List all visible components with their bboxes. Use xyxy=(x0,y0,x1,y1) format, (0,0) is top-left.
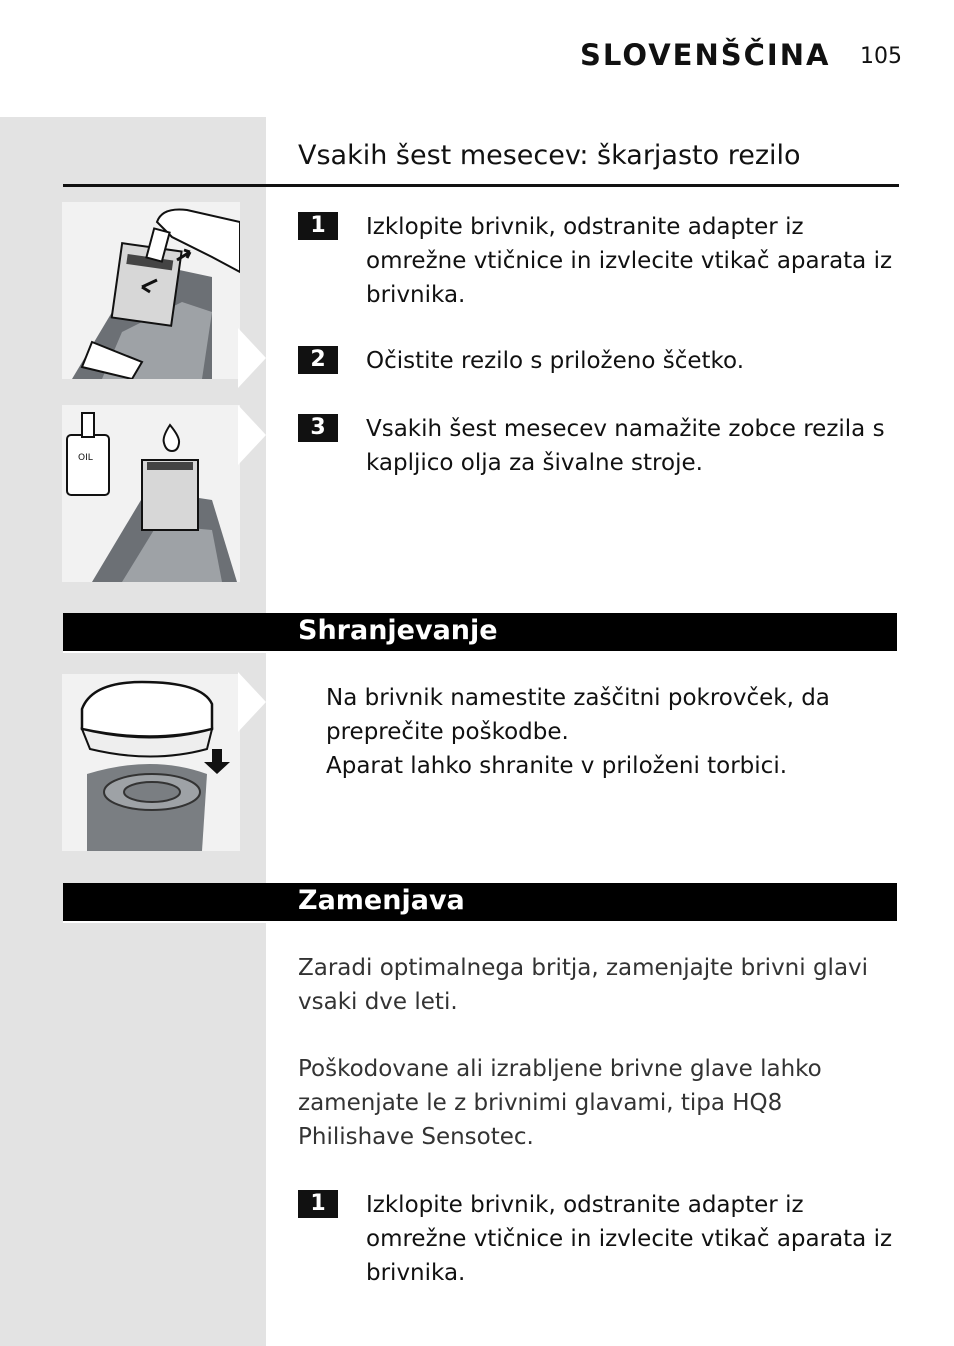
step-number: 3 xyxy=(298,414,338,442)
callout-pointer xyxy=(238,672,266,732)
step-text: Očistite rezilo s priloženo ščetko. xyxy=(366,348,745,374)
storage-line-2: Aparat lahko shranite v priloženi torbici. xyxy=(326,753,788,779)
protection-cap-icon xyxy=(62,674,240,851)
storage-section-title: Shranjevanje xyxy=(298,615,498,646)
storage-text xyxy=(326,681,896,783)
storage-section-bar xyxy=(63,613,897,651)
step-text: Izklopite brivnik, odstranite adapter iz omrežne vtičnice in izvlecite vtikač aparata iz brivnika. xyxy=(366,1192,893,1286)
replacement-paragraph-2: Poškodovane ali izrabljene brivne glave lahko zamenjate le z brivnimi glavami, tipa HQ8 Philishave Sensotec. xyxy=(298,1056,822,1150)
shaver-brush-icon xyxy=(62,202,240,379)
cleaning-section-title: Vsakih šest mesecev: škarjasto rezilo xyxy=(298,140,801,171)
storage-line-1: Na brivnik namestite zaščitni pokrovček, da preprečite poškodbe. xyxy=(326,685,830,745)
storage-illustration xyxy=(62,674,240,851)
brush-cleaning-illustration xyxy=(62,202,240,379)
oil-illustration xyxy=(62,405,240,582)
oil-label: OIL xyxy=(78,453,93,463)
page-number: 105 xyxy=(860,44,902,69)
step-number: 1 xyxy=(298,212,338,240)
oil-bottle-icon xyxy=(62,405,240,582)
callout-pointer xyxy=(238,328,266,388)
step-text: Vsakih šest mesecev namažite zobce rezila s kapljico olja za šivalne stroje. xyxy=(366,416,885,476)
step-number: 1 xyxy=(298,1190,338,1218)
replacement-section-title: Zamenjava xyxy=(298,885,465,916)
step-number: 2 xyxy=(298,346,338,374)
step-text: Izklopite brivnik, odstranite adapter iz omrežne vtičnice in izvlecite vtikač aparata iz brivnika. xyxy=(366,214,893,308)
replacement-paragraph-1: Zaradi optimalnega britja, zamenjajte brivni glavi vsaki dve leti. xyxy=(298,955,869,1015)
callout-pointer xyxy=(238,405,266,465)
language-header: SLOVENŠČINA xyxy=(580,38,831,72)
replacement-section-bar xyxy=(63,883,897,921)
section-rule xyxy=(63,184,899,187)
